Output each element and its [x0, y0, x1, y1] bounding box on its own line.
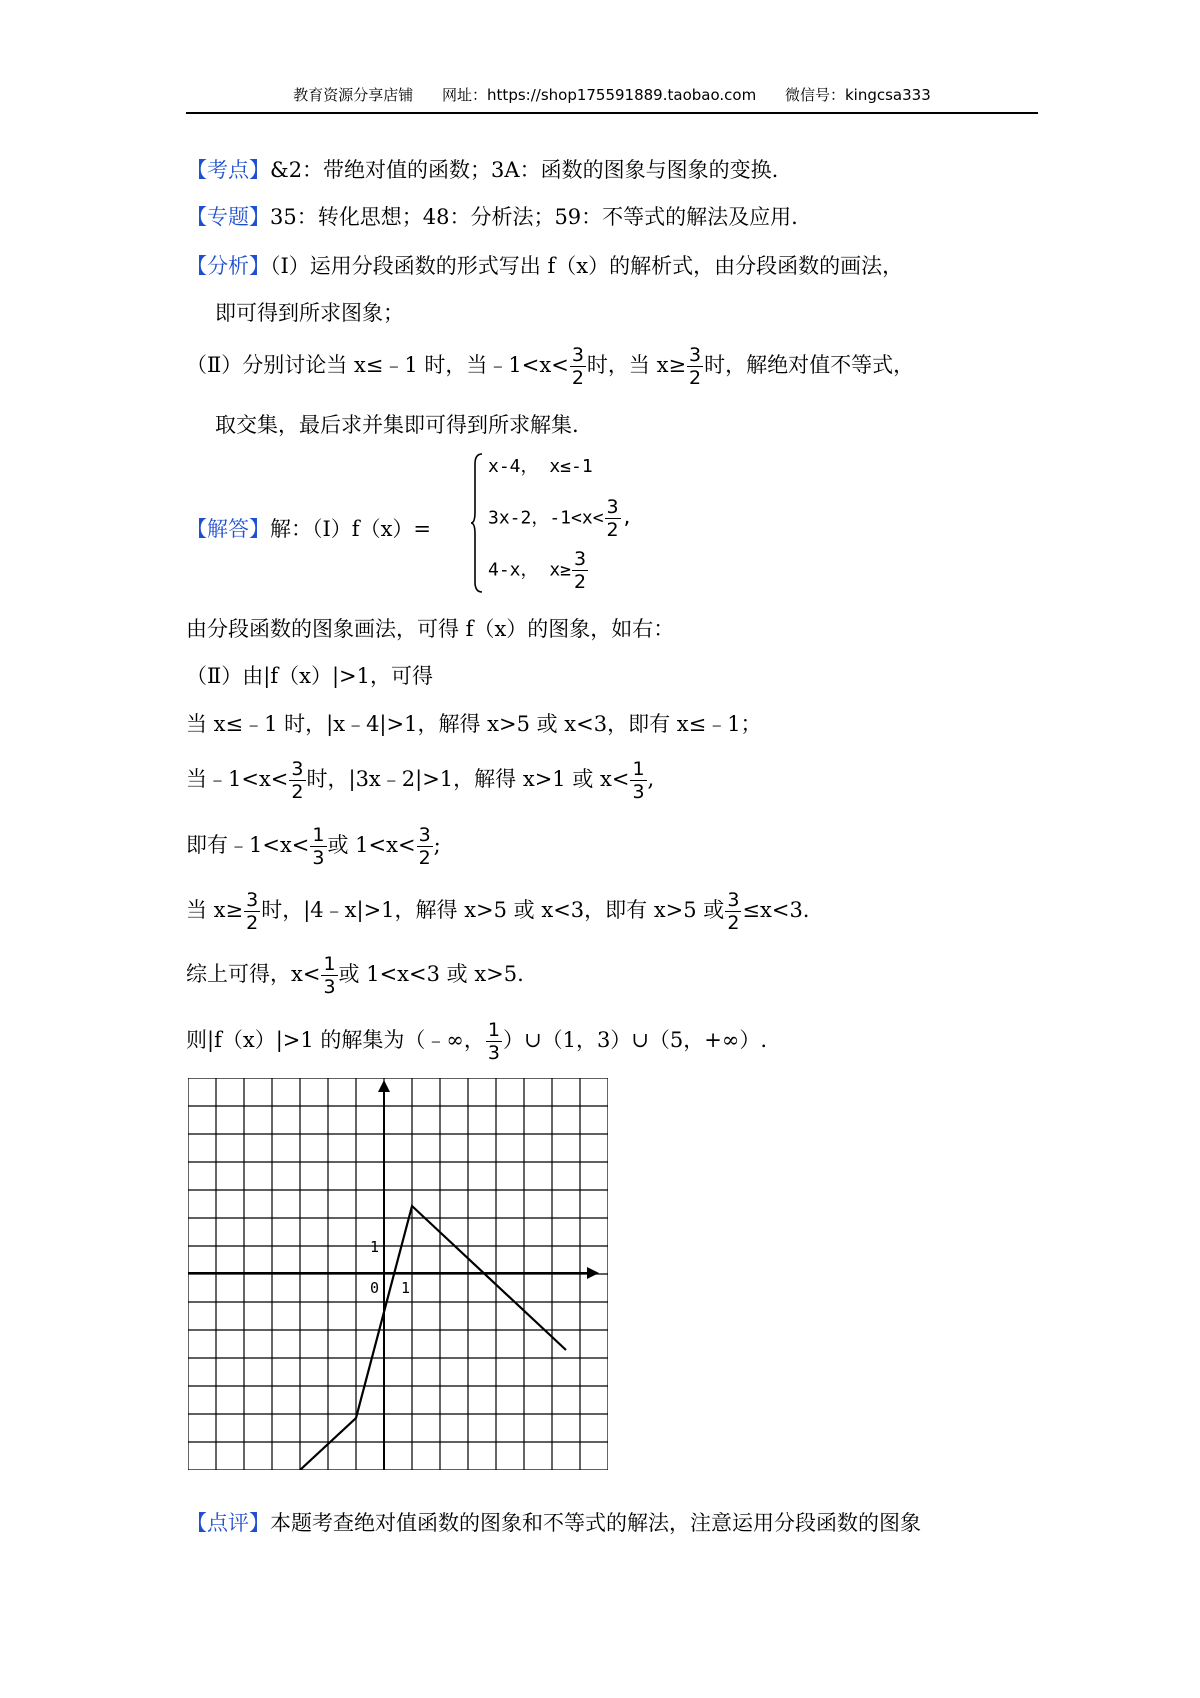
fenxi-line-1: [186, 251, 903, 281]
shop-url: 网址：https://shop175591889.taobao.com: [442, 86, 757, 104]
piecewise-function: [470, 448, 670, 600]
kaodian-text: &2：带绝对值的函数；3A：函数的图象与图象的变换.: [270, 158, 779, 182]
y-tick-label-1: 1: [370, 1238, 380, 1256]
origin-label: 0: [370, 1279, 380, 1297]
l5-c: ;: [433, 833, 441, 857]
case-2-tail: ,: [621, 507, 633, 529]
l6-a: 当 x≥: [186, 898, 244, 922]
frac-den: 2: [574, 571, 587, 593]
fraction-1-3: [321, 953, 337, 998]
fraction-3-2: [244, 889, 260, 934]
frac-den: 2: [606, 519, 619, 541]
frac-num: 3: [727, 889, 740, 911]
fraction-3-2: [687, 344, 703, 389]
fenxi-line-4: 取交集，最后求并集即可得到所求解集.: [215, 413, 579, 437]
l6-b: 时，|4﹣x|>1，解得 x>5 或 x<3，即有 x>5 或: [261, 898, 725, 922]
l6-c: ≤x<3.: [742, 898, 810, 922]
fraction-1-3: [630, 758, 646, 803]
body-line-4: [186, 758, 654, 803]
fraction-3-2: [572, 548, 588, 593]
fenxi-text-3a: （Ⅱ）分别讨论当 x≤﹣1 时，当﹣1<x<: [186, 353, 569, 377]
zhuanti-text: 35：转化思想；48：分析法；59：不等式的解法及应用.: [270, 205, 798, 229]
function-graph: [188, 1078, 608, 1470]
frac-num: 3: [606, 496, 619, 518]
x-axis-arrow-icon: [587, 1267, 599, 1279]
frac-num: 3: [246, 889, 259, 911]
x-tick-label-1: 1: [401, 1279, 411, 1297]
l4-b: 时，|3x﹣2|>1，解得 x>1 或 x<: [306, 767, 630, 791]
fenxi-tag: 【分析】: [186, 254, 270, 278]
kaodian-line: [186, 155, 778, 185]
l4-a: 当﹣1<x<: [186, 767, 289, 791]
fraction-3-2: [417, 824, 433, 869]
body-line-7: [186, 953, 524, 998]
kaodian-tag: 【考点】: [186, 158, 270, 182]
frac-num: 3: [574, 548, 587, 570]
l5-a: 即有﹣1<x<: [186, 833, 310, 857]
body-line-3: 当 x≤﹣1 时，|x﹣4|>1，解得 x>5 或 x<3，即有 x≤﹣1；: [186, 712, 762, 736]
fraction-3-2: [605, 496, 621, 541]
frac-num: 1: [632, 758, 645, 780]
l5-b: 或 1<x<: [327, 833, 416, 857]
case-3: [488, 548, 589, 593]
jieda-tag: 【解答】: [186, 517, 270, 541]
y-axis-arrow-icon: [378, 1080, 390, 1092]
zhuanti-line: [186, 202, 798, 232]
body-line-8: [186, 1019, 767, 1064]
frac-den: 3: [312, 847, 325, 869]
frac-num: 3: [689, 344, 702, 366]
fenxi-text-3b: 时，当 x≥: [586, 353, 687, 377]
fraction-3-2: [289, 758, 305, 803]
frac-den: 2: [246, 912, 259, 934]
jieda-line: [186, 514, 431, 544]
body-line-5: [186, 824, 441, 869]
l8-b: ）∪（1，3）∪（5，+∞）.: [502, 1028, 768, 1052]
zhuanti-tag: 【专题】: [186, 205, 270, 229]
frac-den: 2: [418, 847, 431, 869]
frac-den: 3: [487, 1042, 500, 1064]
frac-num: 1: [323, 953, 336, 975]
fraction-1-3: [486, 1019, 502, 1064]
page-header: [186, 84, 1038, 114]
frac-den: 2: [291, 781, 304, 803]
fraction-1-3: [310, 824, 326, 869]
dianping-line: [186, 1508, 921, 1538]
fraction-3-2: [570, 344, 586, 389]
wechat-id: 微信号：kingcsa333: [784, 86, 931, 104]
jieda-intro: 解：（Ⅰ）f（x）=: [270, 517, 432, 541]
frac-den: 2: [571, 367, 584, 389]
l7-b: 或 1<x<3 或 x>5.: [338, 962, 524, 986]
l4-c: ,: [647, 767, 655, 791]
shop-name: 教育资源分享店铺: [293, 86, 414, 104]
frac-den: 3: [323, 976, 336, 998]
left-brace-icon: [470, 452, 484, 594]
frac-den: 3: [632, 781, 645, 803]
frac-num: 3: [418, 824, 431, 846]
fenxi-line-2: 即可得到所求图象；: [215, 301, 404, 325]
case-2-text: 3x-2，-1<x<: [488, 507, 604, 529]
fenxi-line-3: [186, 344, 914, 389]
fenxi-text-1: （Ⅰ）运用分段函数的形式写出 f（x）的解析式，由分段函数的画法，: [270, 254, 904, 278]
fenxi-text-3c: 时，解绝对值不等式，: [704, 353, 915, 377]
case-1: x-4， x≤-1: [488, 456, 593, 477]
body-line-6: [186, 889, 809, 934]
case-3-text: 4-x， x≥: [488, 559, 572, 581]
frac-num: 3: [291, 758, 304, 780]
body-line-1: 由分段函数的图象画法，可得 f（x）的图象，如右：: [186, 617, 675, 641]
frac-num: 1: [487, 1019, 500, 1041]
l8-a: 则|f（x）|>1 的解集为（﹣∞，: [186, 1028, 485, 1052]
dianping-tag: 【点评】: [186, 1511, 270, 1535]
dianping-text: 本题考查绝对值函数的图象和不等式的解法，注意运用分段函数的图象: [270, 1511, 921, 1535]
frac-den: 2: [727, 912, 740, 934]
frac-num: 1: [312, 824, 325, 846]
fraction-3-2: [725, 889, 741, 934]
body-line-2: （Ⅱ）由|f（x）|>1，可得: [186, 664, 433, 688]
frac-den: 2: [689, 367, 702, 389]
l7-a: 综上可得，x<: [186, 962, 321, 986]
case-2: [488, 496, 632, 541]
frac-num: 3: [571, 344, 584, 366]
